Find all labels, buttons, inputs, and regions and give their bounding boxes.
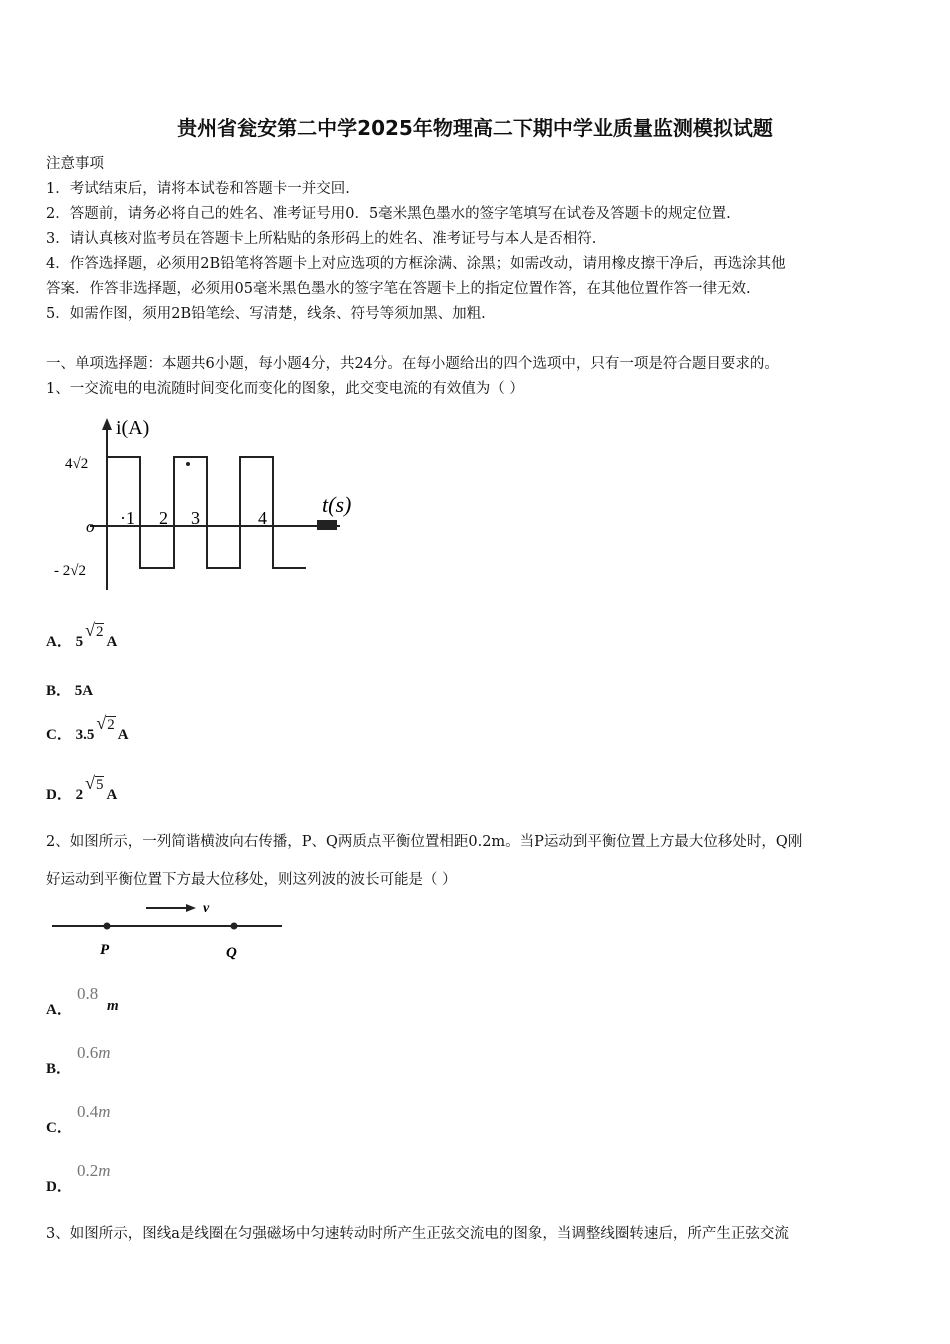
option-letter: C．: [46, 1120, 72, 1136]
q2-option-c[interactable]: [46, 1116, 72, 1137]
option-value: 2: [75, 787, 84, 803]
y-axis-label: i(A): [116, 417, 150, 439]
q2-option-a-value: 0.8: [77, 984, 99, 1003]
sqrt-symbol: √5: [85, 773, 104, 793]
q-label: Q: [226, 945, 237, 961]
option-value: 5: [75, 634, 84, 650]
velocity-arrowhead: [186, 904, 196, 912]
current-waveform: [107, 457, 306, 568]
notice-item: 4．作答选择题，必须用2B铅笔将答题卡上对应选项的方框涂满、涂黑；如需改动，请用橡皮擦干净后，再选涂其他: [46, 256, 786, 272]
q2-option-a-unit: m: [107, 998, 119, 1014]
q1-option-a[interactable]: [46, 620, 118, 651]
option-letter: A．: [46, 634, 72, 650]
point-q: [231, 923, 238, 930]
tick-label: 2: [159, 508, 168, 528]
page-title: 贵州省瓮安第二中学2025年物理高二下期中学业质量监测模拟试题: [177, 116, 773, 140]
tick-label: ·1: [120, 508, 135, 528]
question-2-stem: 好运动到平衡位置下方最大位移处，则这列波的波长可能是（ ）: [46, 872, 457, 888]
y-max-label: 4√2: [65, 456, 89, 472]
origin-label: o: [86, 517, 95, 536]
option-letter: A．: [46, 1002, 72, 1018]
option-unit: A: [106, 787, 118, 803]
y-min-label: - 2√2: [54, 563, 86, 579]
q2-option-b[interactable]: [46, 1057, 71, 1078]
q1-option-b[interactable]: [46, 679, 93, 700]
wave-figure: [48, 896, 288, 966]
option-unit: A: [117, 727, 129, 743]
option-letter: C．: [46, 727, 72, 743]
option-letter: B．: [46, 1061, 72, 1077]
option-unit: A: [106, 634, 118, 650]
q2-option-a[interactable]: [46, 998, 72, 1019]
radicand: 2: [95, 624, 104, 640]
section-heading: 一、单项选择题：本题共6小题，每小题4分，共24分。在每小题给出的四个选项中，只有一项是符合题目要求的。: [46, 356, 779, 372]
option-letter: D．: [46, 1179, 72, 1195]
q2-option-c-value: 0.4m: [77, 1102, 111, 1121]
q1-option-d[interactable]: [46, 773, 118, 804]
notice-heading: 注意事项: [46, 156, 104, 172]
question-3-stem: 3、如图所示，图线a是线圈在匀强磁场中匀速转动时所产生正弦交流电的图象，当调整线圈转速后，所产生正弦交流: [46, 1226, 789, 1242]
tick-label: 3: [191, 508, 200, 528]
x-axis-arrow: [317, 520, 337, 530]
sqrt-symbol: √2: [85, 620, 104, 640]
notice-item: 3．请认真核对监考员在答题卡上所粘贴的条形码上的姓名、准考证号与本人是否相符.: [46, 231, 597, 247]
velocity-label: v: [203, 901, 210, 916]
q2-option-b-value: 0.6m: [77, 1043, 111, 1062]
notice-item: 答案．作答非选择题，必须用05毫米黑色墨水的签字笔在答题卡上的指定位置作答，在其他位置作答一律无效.: [46, 281, 751, 297]
dot-mark: [186, 462, 190, 466]
option-letter: D．: [46, 787, 72, 803]
x-axis-label: t(s): [322, 492, 352, 517]
option-value: 5A: [74, 683, 94, 699]
q2-option-d[interactable]: [46, 1175, 72, 1196]
notice-item: 5．如需作图，须用2B铅笔绘、写清楚，线条、符号等须加黑、加粗.: [46, 306, 486, 322]
notice-item: 1．考试结束后，请将本试卷和答题卡一并交回.: [46, 181, 350, 197]
q1-option-c[interactable]: [46, 713, 129, 744]
option-letter: B．: [46, 683, 72, 699]
point-p: [104, 923, 111, 930]
radicand: 2: [107, 717, 115, 733]
radicand: 5: [95, 777, 104, 793]
current-time-graph: [50, 412, 390, 602]
question-2-stem: 2、如图所示，一列简谐横波向右传播，P、Q两质点平衡位置相距0.2m。当P运动到平衡位置上方最大位移处时，Q刚: [46, 834, 803, 850]
q2-option-d-value: 0.2m: [77, 1161, 111, 1180]
sqrt-symbol: √2: [96, 713, 115, 733]
question-1-stem: 1、一交流电的电流随时间变化而变化的图象，此交变电流的有效值为（ ）: [46, 381, 524, 397]
option-value: 3.5: [75, 727, 95, 743]
y-axis-arrow: [102, 418, 112, 430]
notice-item: 2．答题前，请务必将自己的姓名、准考证号用0．5毫米黑色墨水的签字笔填写在试卷及答题卡的规定位置.: [46, 206, 731, 222]
p-label: P: [100, 942, 110, 958]
tick-label: 4: [258, 508, 267, 528]
